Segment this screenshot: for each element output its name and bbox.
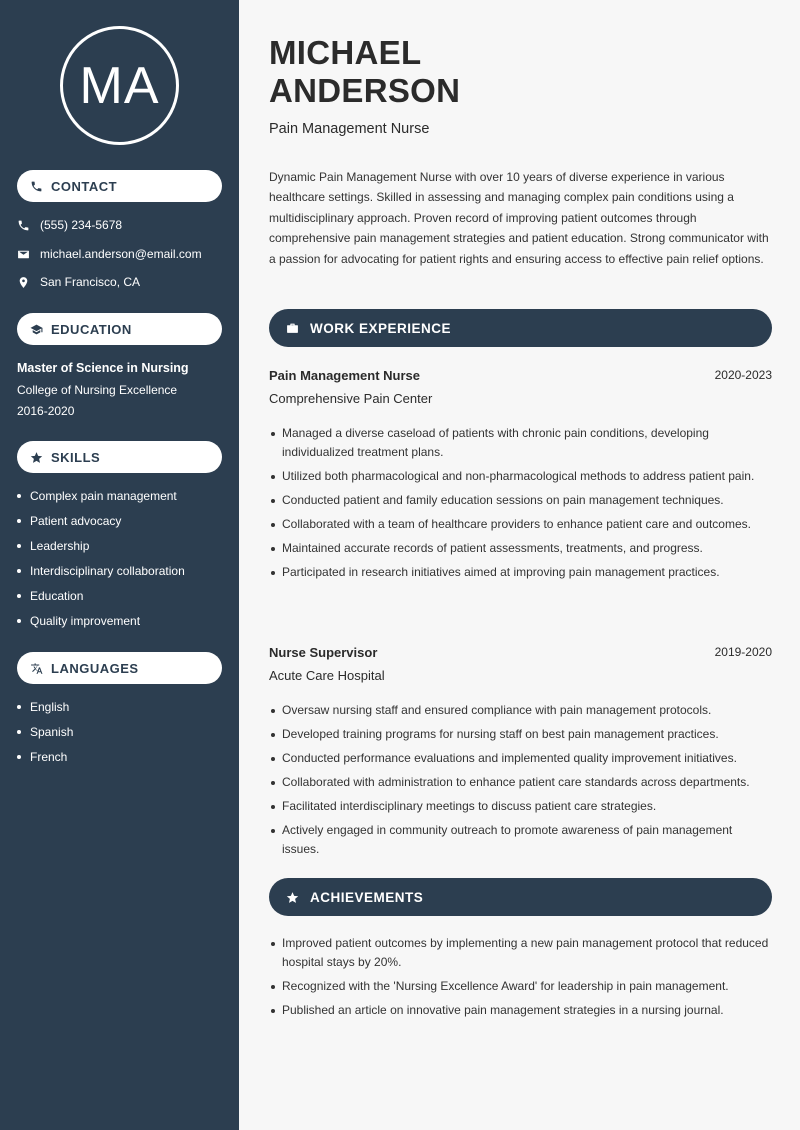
language-item: Spanish [17,719,73,744]
contact-heading [17,170,222,202]
list-item: Collaborated with a team of healthcare providers to enhance patient care and outcomes. [269,515,772,534]
contact-phone [17,218,122,232]
job-title: Pain Management Nurse [269,368,420,383]
list-item: Published an article on innovative pain management strategies in a nursing journal. [269,1001,772,1020]
list-item: Conducted performance evaluations and implemented quality improvement initiatives. [269,749,772,768]
education-school: College of Nursing Excellence [17,383,178,397]
location-text: San Francisco, CA [40,275,141,289]
education-degree: Master of Science in Nursing [17,361,189,375]
job-organization: Comprehensive Pain Center [269,391,433,406]
list-item: Participated in research initiatives aimed at improving pain management practices. [269,563,772,582]
skill-item: Education [17,583,185,608]
last-name: ANDERSON [269,72,461,109]
job-dates: 2020-2023 [714,368,772,382]
language-item: French [17,744,73,769]
skill-item: Patient advocacy [17,508,185,533]
list-item: Oversaw nursing staff and ensured compliance with pain management protocols. [269,701,772,720]
list-item: Conducted patient and family education sessions on pain management techniques. [269,491,772,510]
job-bullets [269,701,772,864]
star-icon [286,891,299,904]
skills-list [17,483,185,633]
list-item: Collaborated with administration to enhance patient care standards across departments. [269,773,772,792]
graduation-cap-icon [30,323,43,336]
phone-text: (555) 234-5678 [40,218,123,232]
job-role: Pain Management Nurse [269,121,430,137]
job-title: Nurse Supervisor [269,645,378,660]
contact-heading-label: CONTACT [51,178,118,194]
list-item: Actively engaged in community outreach to promote awareness of pain management issues. [269,821,772,859]
phone-icon [30,180,43,193]
list-item: Maintained accurate records of patient assessments, treatments, and progress. [269,539,772,558]
job-bullets [269,424,772,587]
language-item: English [17,694,73,719]
first-name: MICHAEL [269,34,422,71]
languages-heading [17,652,222,684]
email-text: michael.anderson@email.com [40,247,202,261]
education-heading [17,313,222,345]
work-experience-heading [269,309,772,347]
achievements-heading [269,878,772,916]
list-item: Facilitated interdisciplinary meetings to discuss patient care strategies. [269,797,772,816]
star-icon [30,451,43,464]
job-dates: 2019-2020 [714,645,772,659]
briefcase-icon [286,322,299,335]
profile-summary: Dynamic Pain Management Nurse with over 10 years of diverse experience in various healthcare settings. Skilled in assessing and managing complex pain conditions using a multidisciplinary approach. Proven record of improving patient outcomes through comprehensive pain management strategies and patient education. Strong communicator with a passion for advocating for patient rights and ensuring access to effective pain relief options. [269,170,769,266]
languages-list [17,694,73,769]
languages-heading-label: LANGUAGES [51,660,139,676]
skill-item: Quality improvement [17,608,185,633]
work-experience-heading-label: WORK EXPERIENCE [310,320,452,336]
full-name [269,34,460,110]
translate-icon [30,662,43,675]
contact-location [17,275,140,289]
contact-email [17,247,202,261]
education-years: 2016-2020 [17,404,75,418]
skill-item: Leadership [17,533,185,558]
skill-item: Complex pain management [17,483,185,508]
map-pin-icon [17,276,30,289]
envelope-icon [17,248,30,261]
achievements-heading-label: ACHIEVEMENTS [310,889,424,905]
list-item: Managed a diverse caseload of patients with chronic pain conditions, developing individualized treatment plans. [269,424,772,462]
list-item: Utilized both pharmacological and non-pharmacological methods to address patient pain. [269,467,772,486]
skills-heading [17,441,222,473]
achievements-list [269,934,772,1025]
sidebar [0,0,239,1130]
list-item: Developed training programs for nursing staff on best pain management practices. [269,725,772,744]
list-item: Improved patient outcomes by implementing a new pain management protocol that reduced hospital stays by 20%. [269,934,772,972]
job-organization: Acute Care Hospital [269,668,385,683]
skill-item: Interdisciplinary collaboration [17,558,185,583]
skills-heading-label: SKILLS [51,449,101,465]
list-item: Recognized with the 'Nursing Excellence Award' for leadership in pain management. [269,977,772,996]
education-heading-label: EDUCATION [51,321,132,337]
avatar-monogram: MA [60,26,179,145]
phone-icon [17,219,30,232]
